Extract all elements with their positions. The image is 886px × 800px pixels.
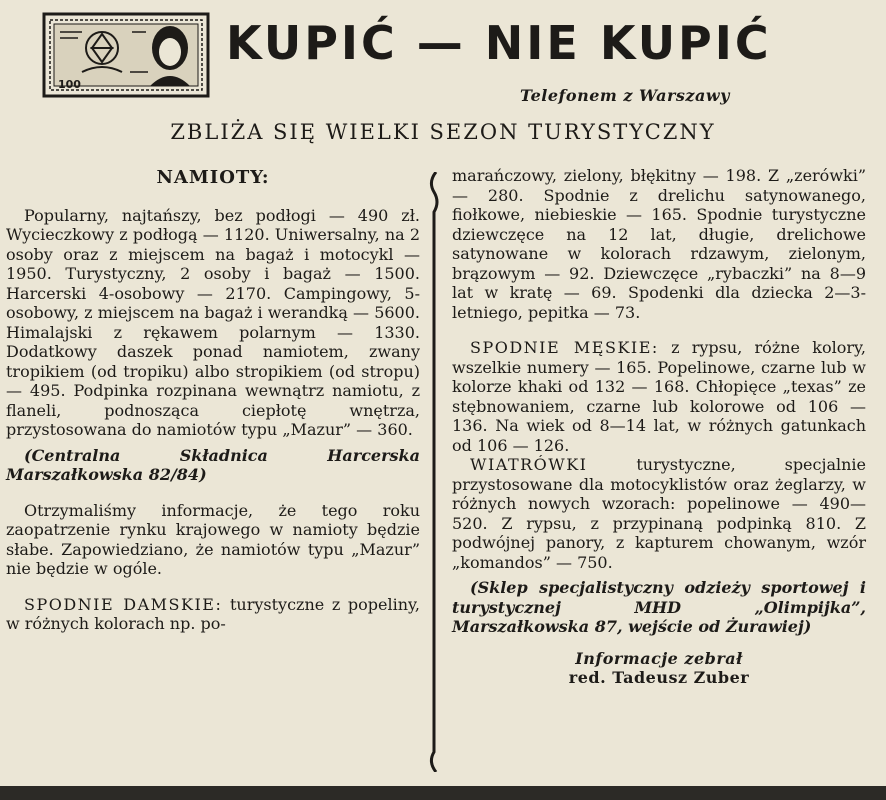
supply-paragraph: Otrzymaliśmy informacje, że tego roku zaopatrzenie rynku krajowego w namioty będzie słabe. Zapowiedziano, że namiotów typu „Mazur” nie będzie w ogóle. <box>6 500 420 578</box>
womens-trousers-text: turystyczne z popeliny, w różnych kolorach np. po- <box>6 594 420 633</box>
credit-author: red. Tadeusz Zuber <box>568 668 750 687</box>
windbreakers-lead: WIATRÓWKI <box>470 455 588 474</box>
article-headline: ZBLIŻA SIĘ WIELKI SEZON TURYSTYCZNY <box>170 120 716 144</box>
mens-trousers-lead: SPODNIE MĘSKIE: <box>470 338 659 357</box>
windbreakers-text: turystyczne, specjalnie przystosowane dla motocyklistów oraz żeglarzy, w różnych nowych wzorach: popelinowe — 490—520. Z rypsu, z przypinaną podpinką 810. Z podwójnej panory, z kapturem chowanym, wzór „komandos” — 750. <box>452 455 866 572</box>
masthead-title: KUPIĆ — NIE KUPIĆ <box>226 16 772 70</box>
womens-trousers-paragraph <box>6 595 420 634</box>
tents-source: (Centralna Składnica Harcerska Marszałkowska 82/84) <box>6 445 420 484</box>
mens-trousers-text: z rypsu, różne kolory, wszelkie numery — 165. Popelinowe, czarne lub w kolorze khaki od 132 — 168. Chłopięce „texas” ze stębnowaniem, czarne lub kolorowe od 106 — 136. Na wiek od 8—14 lat, w różnych gatunkach od 106 — 126. <box>452 338 866 455</box>
womens-trousers-continued: marańczowy, zielony, błękitny — 198. Z „zerówki” — 280. Spodnie z drelichu satynowanego, fiołkowe, niebieskie — 165. Spodnie turystyczne dziewczęce na 12 lat, długie, drelichowe satynowane w kolorach rdzawym, zielonym, brązowym — 92. Dziewczęce „rybaczki” na 8—9 lat w kratę — 69. Spodenki dla dziecka 2—3-letniego, pepitka — 73. <box>452 166 866 322</box>
left-column <box>6 166 420 634</box>
tents-paragraph: Popularny, najtańszy, bez podłogi — 490 zł. Wycieczkowy z podłogą — 1120. Uniwersalny, na 2 osoby oraz z miejscem na bagaż i motocykl — 1950. Turystyczny, 2 osoby i bagaż — 1500. Harcerski 4-osobowy — 2170. Campingowy, 5-osobowy, z miejscem na bagaż i werandką — 5600. Himalajski z rękawem polarnym — 1330. Dodatkowy daszek ponad namiotem, zwany tropikiem (od tropiku) albo stropikiem (od stropu) — 495. Podpinka rozpinana wewnątrz namiotu, z flaneli, podnosząca ciepłotę wnętrza, przystosowana do namiotów typu „Mazur” — 360. <box>6 205 420 439</box>
bottom-rule <box>0 786 886 800</box>
windbreakers-paragraph <box>452 455 866 572</box>
womens-trousers-lead: SPODNIE DAMSKIE: <box>24 594 223 614</box>
shop-source: (Sklep specjalistyczny odzieży sportowej i turystycznej MHD „Olimpijka”, Marszałkowska 87, wejście od Żurawiej) <box>452 578 866 636</box>
mens-trousers-paragraph <box>452 338 866 455</box>
dateline: Telefonem z Warszawy <box>520 86 730 105</box>
banknote-value: 100 <box>58 78 81 91</box>
banknote-logo <box>42 12 210 98</box>
right-column <box>452 166 866 688</box>
section-title-tents: NAMIOTY: <box>156 167 270 188</box>
credit-label: Informacje zebrał <box>575 648 743 668</box>
column-divider <box>426 172 442 772</box>
